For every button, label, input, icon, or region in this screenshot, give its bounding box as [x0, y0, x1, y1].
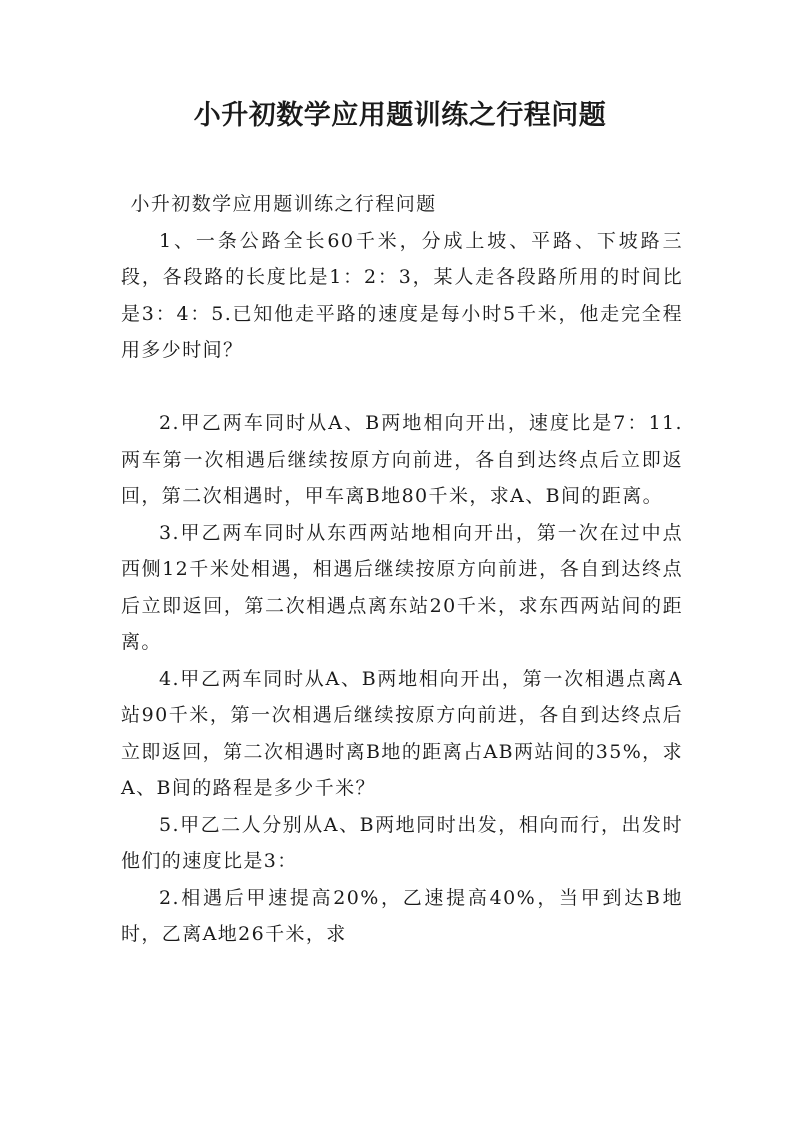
problem-paragraph-1: 1、一条公路全长60千米，分成上坡、平路、下坡路三段，各段路的长度比是1：2：3，某人走各段路所用的时间比是3：4：5.已知他走平路的速度是每小时5千米，他走完全程用多少时间？: [121, 229, 683, 361]
document-subtitle: 小升初数学应用题训练之行程问题: [130, 193, 437, 215]
document-body: [121, 186, 683, 953]
problem-paragraph-3: 3.甲乙两车同时从东西两站地相向开出，第一次在过中点西侧12千米处相遇，相遇后继续按原方向前进，各自到达终点后立即返回，第二次相遇点离东站20千米，求东西两站间的距离。: [121, 521, 683, 653]
problem-paragraph-5: 5.甲乙二人分别从A、B两地同时出发，相向而行，出发时他们的速度比是3：: [121, 813, 683, 872]
document-title: 小升初数学应用题训练之行程问题: [193, 100, 607, 131]
problem-paragraph-2: 2.甲乙两车同时从A、B两地相向开出，速度比是7：11.两车第一次相遇后继续按原方向前进，各自到达终点后立即返回，第二次相遇时，甲车离B地80千米，求A、B间的距离。: [121, 412, 683, 507]
problem-paragraph-4: 4.甲乙两车同时从A、B两地相向开出，第一次相遇点离A站90千米，第一次相遇后继续按原方向前进，各自到达终点后立即返回，第二次相遇时离B地的距离占AB两站间的35%，求A、B间的路程是多少千米？: [121, 667, 683, 799]
problem-paragraph-6: 2.相遇后甲速提高20%，乙速提高40%，当甲到达B地时，乙离A地26千米，求: [121, 886, 683, 945]
